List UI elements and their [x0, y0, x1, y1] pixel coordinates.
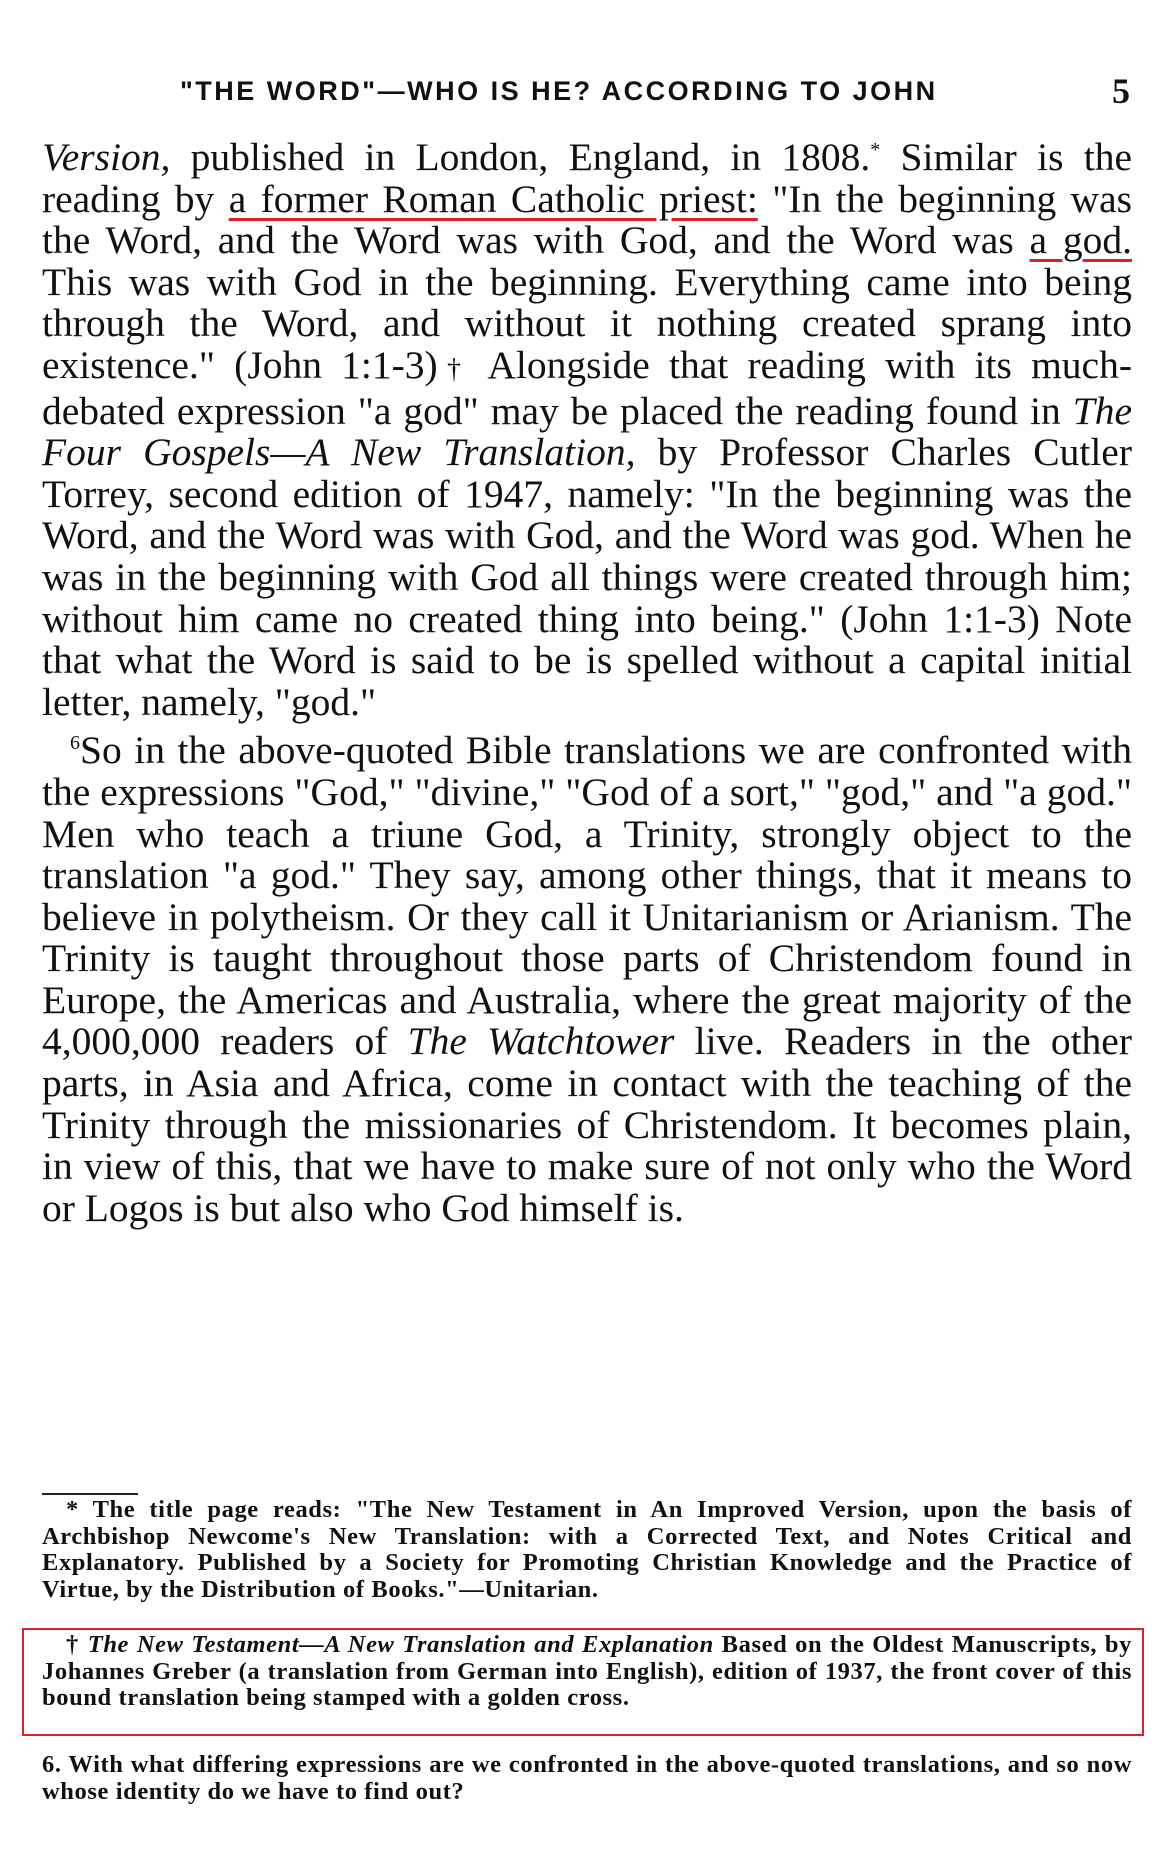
text-span: by Professor Charles Cutler Torrey, second edition of 1947, namely: "In the beginning was the Word, and the Word was with God, and the Word was god. When he was in the beginning with God all things were created through him; without him came no created thing into being." (John 1:1-3) Note that what the Word is said to be is spelled without a capital initial letter, namely, "god." [42, 430, 1132, 724]
paragraph-6 [42, 723, 1132, 1229]
italic-watchtower: The Watchtower [407, 1019, 675, 1064]
underlined-roman-catholic-priest: a former Roman Catholic priest: [228, 176, 758, 221]
footnote-text: Based on the Oldest Manuscripts, by Johannes Greber (a translation from German into English), edition of 1937, the front cover of this bound translation being stamped with a golden cross. [42, 1631, 1132, 1711]
footnote-mark: † [66, 1631, 80, 1658]
text-span: This was with God in the beginning. Everything came into being through the Word, and without it nothing created sprang into existence." (John 1:1-3) [42, 259, 1132, 387]
page-number: 5 [1112, 71, 1130, 111]
running-title: "THE WORD"—WHO IS HE? ACCORDING TO JOHN [180, 76, 938, 106]
footnote-mark: * [66, 1496, 79, 1523]
text-span: So in the above-quoted Bible translations we are confronted with the expressions "God," "divine," "God of a sort," "god," and "a god." Men who teach a triune God, a Trinity, strongly object to the translation "a god." They say, among other things, that it means to believe in polytheism. Or they call it Unitarianism or Arianism. The Trinity is taught throughout those parts of Christendom found in Europe, the Americas and Australia, where the great majority of the 4,000,000 readers of [42, 728, 1132, 1064]
paragraph-number: 6 [70, 732, 80, 755]
star-footnote-ref: * [870, 139, 881, 161]
italic-version: Version, [42, 135, 171, 179]
page-header [180, 71, 1130, 116]
text-span: Similar is the reading by [42, 135, 1132, 221]
footnote-star [42, 1497, 1132, 1603]
italic-four-gospels: The Four Gospels—A New Translation, [42, 388, 1132, 475]
underlined-a-god: a god. [1029, 218, 1132, 263]
text-span: "In the beginning was the Word, and the Word was with God, and the Word was [42, 176, 1132, 263]
footnote-divider [42, 1493, 138, 1495]
footnote-dagger [42, 1632, 1132, 1712]
body-text [42, 130, 1132, 1229]
paragraph-5-continued [42, 130, 1132, 723]
study-question: 6. With what differing expressions are we confronted in the above-quoted translations, and so now whose identity do we have to find out? [42, 1751, 1132, 1805]
text-span: Alongside that reading with its much-debated expression "a god" may be placed the reading found in [42, 342, 1132, 433]
footnote-text: The title page reads: "The New Testament in An Improved Version, upon the basis of Archbishop Newcome's New Translation: with a Corrected Text, and Notes Critical and Explanatory. Published by a Society for Promoting Christian Knowledge and the Practice of Virtue, by the Distribution of Books."—Unitarian. [42, 1496, 1132, 1603]
dagger-footnote-ref: † [437, 353, 471, 385]
footnote-title: The New Testament—A New Translation and Explanation [87, 1631, 714, 1658]
text-span: published in London, England, in 1808. [170, 135, 871, 179]
text-span: live. Readers in the other parts, in Asia and Africa, come in contact with the teaching of the Trinity through the missionaries of Christendom. It becomes plain, in view of this, that we have to make sure of not only who the Word or Logos is but also who God himself is. [42, 1019, 1132, 1230]
